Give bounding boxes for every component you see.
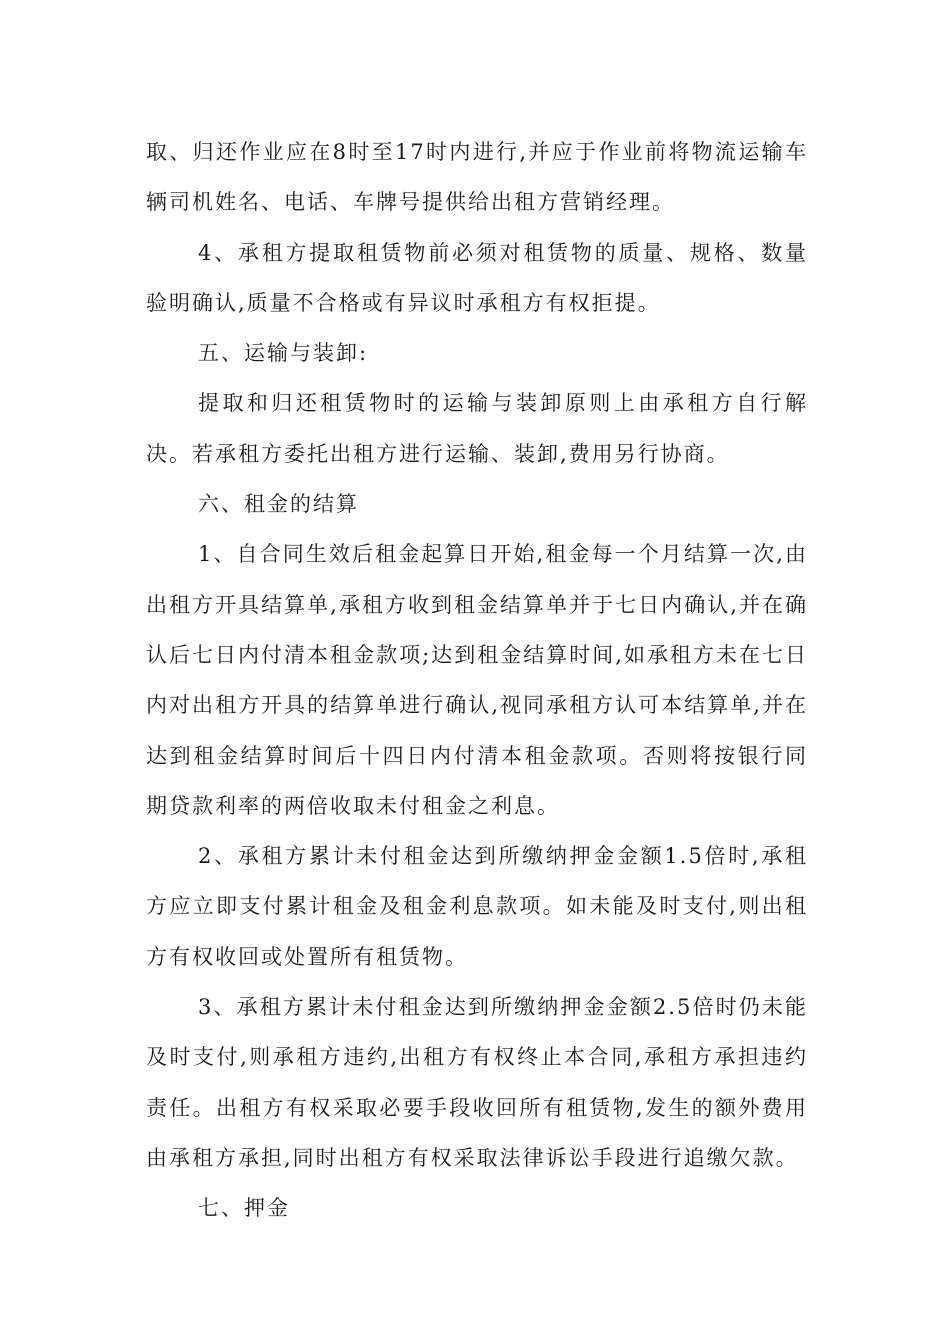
paragraph-item-4: 4、承租方提取租赁物前必须对租赁物的质量、规格、数量验明确认,质量不合格或有异议时承租方有权拒提。 xyxy=(146,240,808,315)
paragraph-item-2: 2、承租方累计未付租金达到所缴纳押金金额1.5倍时,承租方应立即支付累计租金及租金利息款项。如未能及时支付,则出租方有权收回或处置所有租赁物。 xyxy=(146,844,808,969)
document-body xyxy=(146,127,808,1234)
paragraph-continuation: 取、归还作业应在8时至17时内进行,并应于作业前将物流运输车辆司机姓名、电话、车牌号提供给出租方营销经理。 xyxy=(146,140,808,215)
paragraph-item-1: 1、自合同生效后租金起算日开始,租金每一个月结算一次,由出租方开具结算单,承租方收到租金结算单并于七日内确认,并在确认后七日内付清本租金款项;达到租金结算时间,如承租方未在七日内对出租方开具的结算单进行确认,视同承租方认可本结算单,并在达到租金结算时间后十四日内付清本租金款项。否则将按银行同期贷款利率的两倍收取未付租金之利息。 xyxy=(146,542,808,818)
section-heading-7: 七、押金 xyxy=(198,1196,290,1221)
paragraph-transport: 提取和归还租赁物时的运输与装卸原则上由承租方自行解决。若承租方委托出租方进行运输、装卸,费用另行协商。 xyxy=(146,391,808,466)
section-heading-5: 五、运输与装卸: xyxy=(198,341,369,366)
paragraph-item-3: 3、承租方累计未付租金达到所缴纳押金金额2.5倍时仍未能及时支付,则承租方违约,出租方有权终止本合同,承租方承担违约责任。出租方有权采取必要手段收回所有租赁物,发生的额外费用由承租方承担,同时出租方有权采取法律诉讼手段进行追缴欠款。 xyxy=(146,995,808,1170)
section-heading-6: 六、租金的结算 xyxy=(198,492,359,517)
